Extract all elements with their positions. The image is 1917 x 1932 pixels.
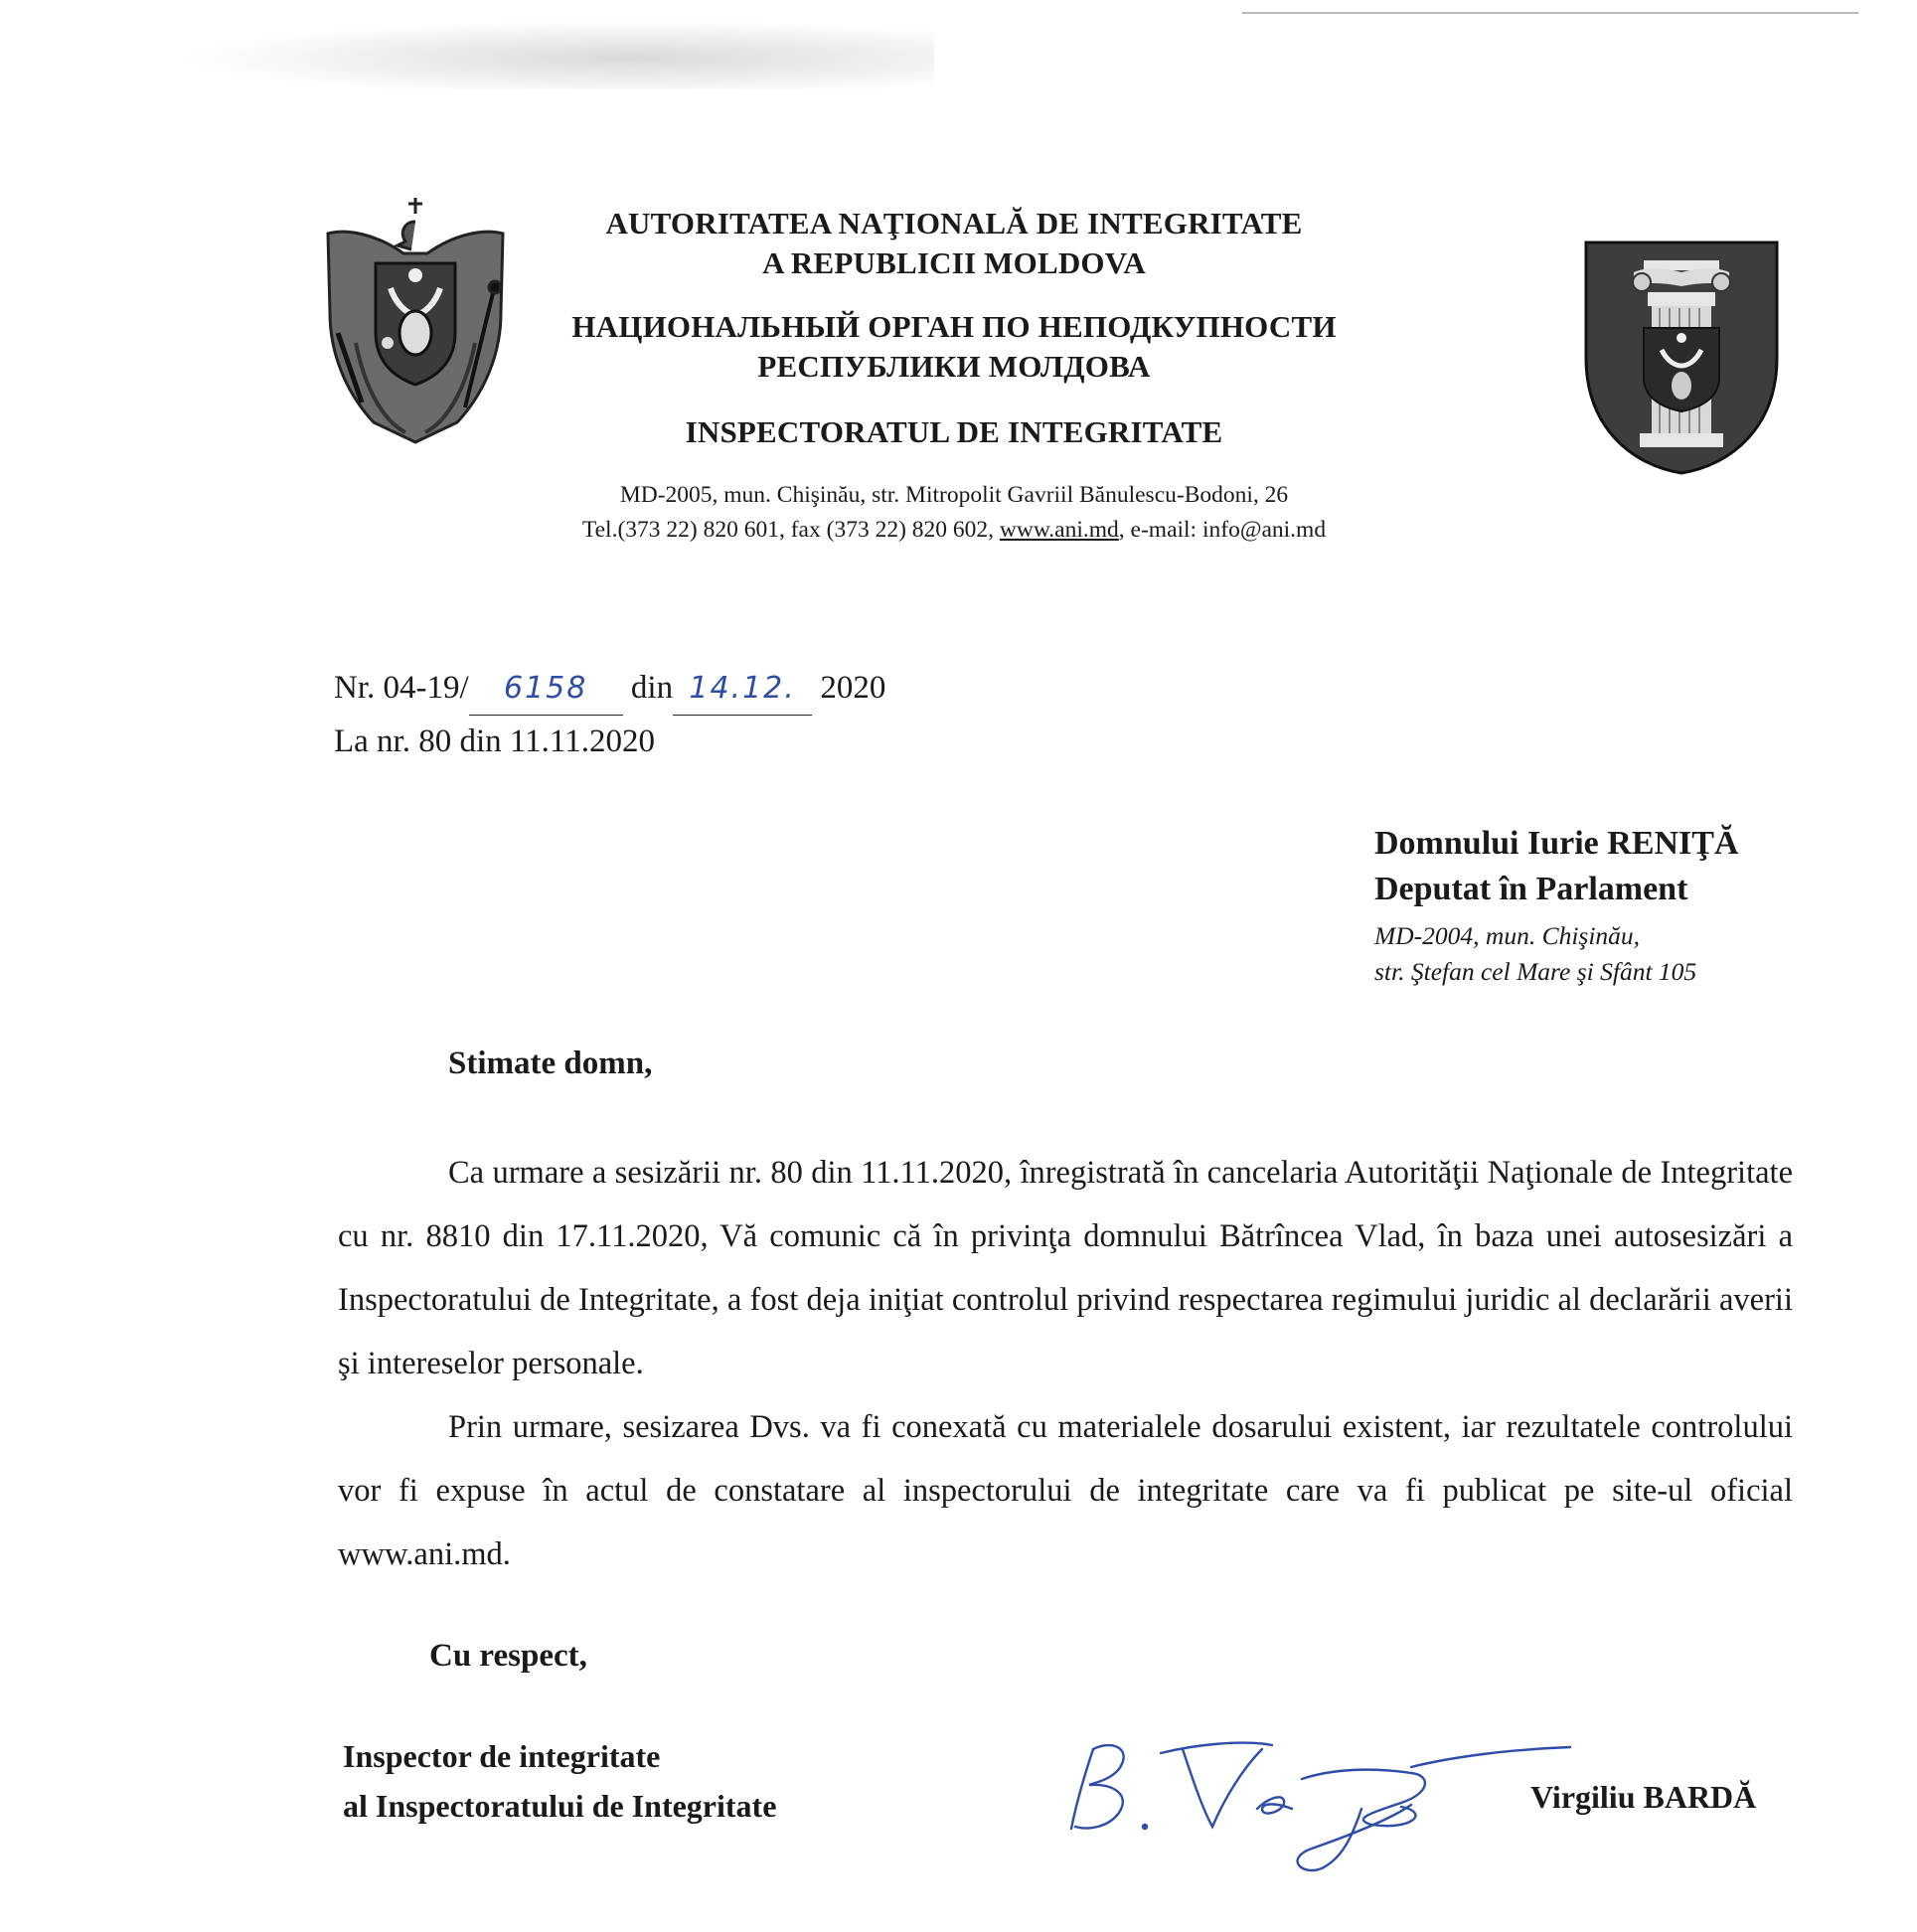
body-paragraph-2: Prin urmare, sesizarea Dvs. va fi conexată cu materialele dosarului existent, iar rezultatele controlului vor fi expuse în actul de constatare al inspectorului de integritate care va fi publicat pe site-ul oficial www.ani.md. (338, 1409, 1793, 1572)
letterhead (557, 204, 1352, 548)
address-line2 (557, 513, 1352, 548)
recipient-block (1374, 821, 1851, 990)
outgoing-number-field (469, 662, 623, 716)
org-name-ru-line1: НАЦИОНАЛЬНЫЙ ОРГАН ПО НЕПОДКУПНОСТИ (571, 309, 1337, 344)
outgoing-number-line (334, 662, 885, 716)
org-name-ro-line2: A REPUBLICII MOLDOVA (762, 245, 1146, 280)
handwritten-signature (1053, 1709, 1590, 1878)
ani-column-shield-icon (1582, 239, 1781, 477)
scan-edge-line (1242, 12, 1858, 14)
handwritten-number: 6158 (503, 671, 588, 706)
outgoing-number-prefix: Nr. 04-19/ (334, 670, 469, 706)
recipient-title: Deputat în Parlament (1374, 871, 1688, 907)
date-field (673, 662, 812, 716)
org-name-ru-line2: РЕСПУБЛИКИ МОЛДОВА (757, 349, 1151, 384)
year: 2020 (820, 670, 886, 706)
incoming-reference: La nr. 80 din 11.11.2020 (334, 724, 655, 759)
signatory-name: Virgiliu BARDĂ (1530, 1779, 1757, 1815)
org-name-ro-line1: AUTORITATEA NAŢIONALĂ DE INTEGRITATE (605, 206, 1303, 241)
inspectorate-name: INSPECTORATUL DE INTEGRITATE (685, 414, 1223, 449)
recipient-name: Domnului Iurie RENIŢĂ (1374, 825, 1739, 862)
closing: Cu respect, (429, 1638, 587, 1674)
signatory-title-line2: al Inspectoratului de Integritate (343, 1788, 777, 1824)
reference-block (334, 662, 885, 767)
moldova-coat-of-arms-icon (316, 194, 515, 452)
greeting: Stimate domn, (448, 1046, 653, 1081)
signatory-title (343, 1731, 776, 1831)
contact-phone-fax: Tel.(373 22) 820 601, fax (373 22) 820 602, (581, 517, 995, 543)
recipient-address-line2: str. Ştefan cel Mare şi Sfânt 105 (1374, 957, 1697, 986)
address-line1: MD-2005, mun. Chişinău, str. Mitropolit Gavriil Bănulescu-Bodoni, 26 (619, 482, 1289, 508)
letter-body (338, 1141, 1793, 1586)
website-link[interactable]: www.ani.md (999, 517, 1119, 543)
din-label: din (630, 670, 674, 706)
body-paragraph-1: Ca urmare a sesizării nr. 80 din 11.11.2020, înregistrată în cancelaria Autorităţii Naţionale de Integritate cu nr. 8810 din 17.11.2020, Vă comunic că în privinţa domnului Bătrîncea Vlad, în baza unei autosesizări a Inspectoratului de Integritate, a fost deja iniţiat controlul privind respectarea regimului juridic al declarării averii şi intereselor personale. (338, 1155, 1793, 1381)
recipient-address-line1: MD-2004, mun. Chişinău, (1374, 921, 1641, 950)
signatory-title-line1: Inspector de integritate (343, 1738, 661, 1774)
handwritten-date: 14.12. (689, 671, 796, 706)
scan-smudge (179, 20, 934, 89)
contact-email: , e-mail: info@ani.md (1118, 517, 1327, 543)
